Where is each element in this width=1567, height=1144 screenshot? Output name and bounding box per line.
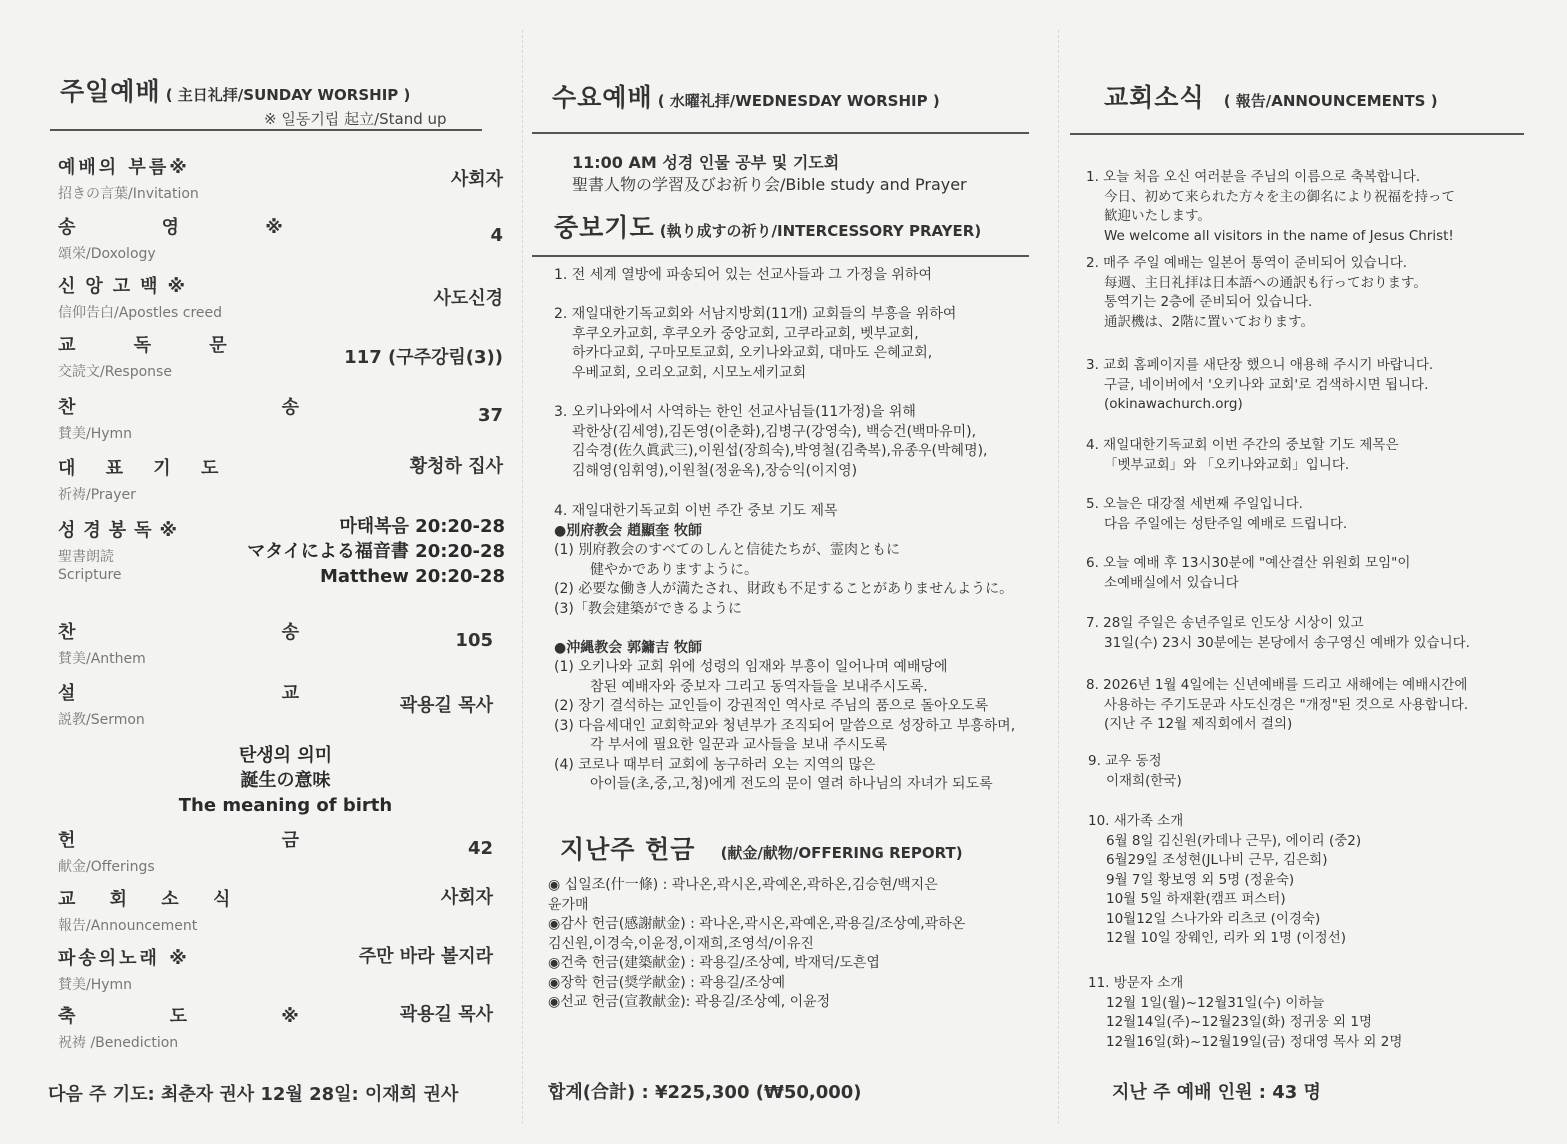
- item-sublabel: 報告/Announcement: [58, 918, 198, 934]
- section-title: 주일예배: [60, 77, 161, 106]
- announcement-line: 今日、初めて来られた方々を主の御名により祝福を持って: [1104, 188, 1455, 205]
- offering-line: ◉건축 헌금(建築献金) : 곽용길/조상예, 박재덕/도흔엽: [548, 955, 880, 971]
- announcement-line: 3. 교회 홈페이지를 새단장 했으니 애용해 주시기 바랍니다.: [1086, 357, 1434, 373]
- item-value: 117 (구주강림(3)): [344, 347, 503, 368]
- item-value: 황청하 집사: [409, 456, 503, 477]
- header-rule: [532, 132, 1029, 134]
- scripture-en: Matthew 20:20-28: [319, 566, 505, 587]
- item-label: 헌 금: [58, 830, 400, 851]
- wednesday-header: [552, 78, 940, 114]
- item-value: 105: [455, 630, 493, 651]
- item-sublabel: 招きの言葉/Invitation: [58, 186, 199, 202]
- sunday-worship-column: [48, 0, 513, 1144]
- item-sublabel: 賛美/Hymn: [58, 977, 133, 993]
- announcement-line: 이재희(한국): [1106, 772, 1182, 789]
- offering-line: ◉선교 헌금(宣教献金): 곽용길/조상예, 이윤정: [548, 994, 831, 1010]
- announcement-line: (지난 주 12월 제직회에서 결의): [1104, 716, 1293, 732]
- sunday-worship-header: [60, 72, 410, 108]
- prayer-item: [554, 502, 1015, 795]
- item-label: 성경봉독※: [58, 520, 186, 541]
- prayer-line: 우베교회, 오리오교회, 시모노세키교회: [572, 364, 807, 381]
- order-item-creed: [58, 272, 513, 330]
- wednesday-schedule: [572, 152, 967, 196]
- prayer-line: (1) 오키나와 교회 위에 성령의 임재와 부흥이 일어나며 예배당에: [554, 659, 948, 675]
- announcement-item: [1086, 254, 1427, 332]
- offering-header: [560, 830, 963, 866]
- item-value: 곽용길 목사: [399, 695, 493, 716]
- prayer-line: 4. 재일대한기독교회 이번 주간 중보 기도 제목: [554, 503, 838, 519]
- item-label: 신앙고백※: [58, 276, 196, 297]
- item-value: 주만 바라 볼지라: [358, 946, 493, 967]
- announcement-line: 소예배실에서 있습니다: [1104, 574, 1239, 591]
- prayer-line: (4) 코로나 때부터 교회에 농구하러 오는 지역의 많은: [554, 756, 876, 773]
- announcement-line: (okinawachurch.org): [1104, 396, 1243, 412]
- item-label: 교 독 문: [58, 335, 253, 356]
- prayer-line: 김숙경(佐久眞武三),이원섭(장희숙),박영철(김축복),유종우(박혜명),: [572, 443, 988, 459]
- wednesday-desc: 聖書人物の学習及びお祈り会/Bible study and Prayer: [572, 175, 967, 194]
- announcement-line: 6월 8일 김신원(카데나 근무), 에이리 (중2): [1106, 832, 1362, 849]
- announcement-line: 다음 주일에는 성탄주일 예배로 드립니다.: [1104, 515, 1348, 532]
- item-sublabel: 賛美/Anthem: [58, 651, 146, 667]
- next-week-prayer: 다음 주 기도: 최춘자 권사 12월 28일: 이재희 권사: [48, 1084, 459, 1105]
- order-item-invitation: [58, 153, 513, 211]
- announcement-item: [1086, 554, 1410, 593]
- item-sublabel: 信仰告白/Apostles creed: [58, 305, 223, 321]
- announcement-line: 12월14일(주)~12월23일(화) 정귀웅 외 1명: [1106, 1014, 1373, 1030]
- announcement-line: 4. 재일대한기독교회 이번 주간의 중보할 기도 제목은: [1086, 437, 1399, 453]
- item-sublabel: 賛美/Hymn: [58, 426, 133, 442]
- announcement-item: [1088, 812, 1361, 949]
- prayer-line: 참된 예배자와 중보자 그리고 동역자들을 보내주시도록.: [590, 678, 928, 695]
- item-label: 찬 송: [58, 622, 400, 643]
- announcement-item: [1086, 436, 1399, 475]
- item-sublabel: 説教/Sermon: [58, 712, 145, 728]
- sermon-title-ja: 誕生の意味: [240, 770, 331, 791]
- prayer-line: (1) 別府教会のすべてのしんと信徒たちが、霊肉ともに: [554, 542, 900, 558]
- order-item-doxology: [58, 213, 513, 271]
- column-divider: [522, 30, 523, 1124]
- announcement-line: 31일(수) 23시 30분에는 본당에서 송구영신 예배가 있습니다.: [1104, 634, 1470, 651]
- prayer-line: (2) 장기 결석하는 교인들이 강권적인 역사로 주님의 품으로 돌아오도록: [554, 698, 989, 714]
- section-title: 수요예배: [552, 83, 653, 112]
- section-subtitle: (執り成すの祈り/INTERCESSORY PRAYER): [659, 222, 982, 240]
- prayer-item: [554, 305, 956, 383]
- announcement-line: 통역기는 2층에 준비되어 있습니다.: [1104, 294, 1313, 310]
- announcement-item: [1088, 974, 1402, 1052]
- item-label: 축 도 ※: [58, 1006, 343, 1027]
- announcement-line: 10. 새가족 소개: [1088, 813, 1184, 829]
- item-sublabel: 頌栄/Doxology: [58, 246, 156, 262]
- item-sublabel: 祝祷 /Benediction: [58, 1035, 179, 1051]
- prayer-line: 김해영(임휘영),이원철(정윤옥),장승익(이지영): [572, 462, 858, 479]
- offering-line: ◉ 십일조(什一條) : 곽나온,곽시온,곽예온,곽하온,김승현/백지은: [548, 877, 938, 893]
- item-sublabel: 献金/Offerings: [58, 859, 155, 875]
- announcement-line: 通訳機は、2階に置いております。: [1104, 313, 1315, 330]
- announcement-line: We welcome all visitors in the name of Jesus Christ!: [1104, 227, 1454, 244]
- item-label: 파송의노래 ※: [58, 948, 190, 969]
- wednesday-column: [532, 0, 1032, 1144]
- announcement-item: [1086, 614, 1470, 653]
- section-subtitle: ( 主日礼拝/SUNDAY WORSHIP ): [165, 86, 411, 104]
- item-sublabel: 祈祷/Prayer: [58, 487, 136, 503]
- offering-line: ◉감사 헌금(感謝献金) : 곽나온,곽시온,곽예온,곽용길/조상예,곽하온: [548, 916, 966, 932]
- offering-line: ◉장학 헌금(奨学献金) : 곽용길/조상예: [548, 974, 786, 991]
- item-sublabel-en: Scripture: [58, 567, 122, 583]
- item-value: 37: [477, 405, 503, 426]
- prayer-line: 3. 오키나와에서 사역하는 한인 선교사님들(11가정)을 위해: [554, 404, 916, 420]
- item-label: 찬 송: [58, 397, 400, 418]
- section-subtitle: ( 報告/ANNOUNCEMENTS ): [1223, 92, 1438, 110]
- announcement-line: 12월16일(화)~12월19일(금) 정대영 목사 외 2명: [1106, 1033, 1403, 1050]
- announcement-line: 12월 10일 장웨인, 리카 외 1명 (이정선): [1106, 930, 1347, 946]
- announcement-line: 구글, 네이버에서 '오키나와 교회'로 검색하시면 됩니다.: [1104, 376, 1429, 393]
- church-name: ●別府教会 趙顯奎 牧師: [554, 522, 702, 539]
- announcement-line: 8. 2026년 1월 4일에는 신년예배를 드리고 새해에는 예배시간에: [1086, 677, 1468, 693]
- prayer-line: 하카다교회, 구마모토교회, 오키나와교회, 대마도 은혜교회,: [572, 345, 933, 361]
- scripture-ja: マタイによる福音書 20:20-28: [247, 541, 505, 562]
- item-sublabel: 交読文/Response: [58, 364, 172, 380]
- announcements-header: [1104, 78, 1438, 114]
- section-title: 교회소식: [1104, 83, 1205, 112]
- item-label: 설 교: [58, 683, 400, 704]
- prayer-line: 健やかでありますように。: [590, 561, 758, 578]
- item-sublabel: 聖書朗読: [58, 549, 114, 565]
- announcement-line: 9. 교우 동정: [1088, 753, 1162, 769]
- section-subtitle: (献金/献物/OFFERING REPORT): [720, 844, 963, 862]
- announcement-line: 1. 오늘 처음 오신 여러분을 주님의 이름으로 축복합니다.: [1086, 169, 1421, 185]
- section-title: 지난주 헌금: [560, 835, 696, 864]
- prayer-line: (3) 다음세대인 교회학교와 청년부가 조직되어 말씀으로 성장하고 부흥하며,: [554, 717, 1016, 734]
- sermon-title-en: The meaning of birth: [178, 795, 393, 816]
- header-rule: [532, 255, 1029, 257]
- announcement-line: 歓迎いたします。: [1104, 208, 1211, 224]
- item-value: 4: [490, 225, 503, 246]
- prayer-line: 각 부서에 필요한 일꾼과 교사들을 보내 주시도록: [590, 737, 888, 753]
- announcements-column: [1070, 0, 1530, 1144]
- attendance-count: 지난 주 예배 인원 : 43 명: [1112, 1082, 1321, 1103]
- church-name: ●沖縄教会 郭鏞吉 牧師: [554, 639, 702, 656]
- announcement-line: 6월29일 조성현(JL나비 근무, 김은희): [1106, 852, 1328, 868]
- item-value: 곽용길 목사: [399, 1004, 493, 1025]
- prayer-line: (3)「教会建築ができるように: [554, 600, 742, 617]
- prayer-line: (2) 必要な働き人が満たされ、財政も不足することがありませんように。: [554, 581, 1014, 597]
- sermon-title-ko: 탄생의 의미: [238, 745, 333, 766]
- header-rule: [1070, 133, 1524, 135]
- announcement-line: 9월 7일 황보영 외 5명 (정윤숙): [1106, 871, 1295, 888]
- wednesday-time: 11:00 AM 성경 인물 공부 및 기도회: [572, 153, 840, 172]
- column-divider: [1058, 30, 1059, 1124]
- prayer-line: 2. 재일대한기독교회와 서남지방회(11개) 교회들의 부흥을 위하여: [554, 306, 957, 322]
- announcement-line: 10월 5일 하재환(캠프 퍼스터): [1106, 891, 1286, 907]
- announcement-line: 10월12일 스나가와 리츠코 (이경숙): [1106, 910, 1321, 927]
- order-item-scripture: [58, 516, 513, 606]
- order-item-offerings: [58, 826, 513, 884]
- announcement-item: [1086, 168, 1455, 246]
- item-value: 사도신경: [433, 288, 503, 309]
- offering-list: [548, 876, 965, 1013]
- order-item-announcement: [58, 885, 513, 943]
- announcement-line: 11. 방문자 소개: [1088, 975, 1184, 991]
- order-item-sermon: [58, 679, 513, 737]
- item-value: 사회자: [440, 887, 493, 908]
- announcement-line: 「벳부교회」와 「오키나와교회」입니다.: [1104, 456, 1350, 473]
- order-item-benediction: [58, 1002, 513, 1060]
- announcement-item: [1086, 495, 1347, 534]
- item-value: 사회자: [450, 169, 503, 190]
- standup-note: ※ 일동기립 起立/Stand up: [264, 110, 447, 128]
- sermon-title: [168, 743, 403, 818]
- prayer-line: 아이들(초,중,고,청)에게 전도의 문이 열려 하나님의 자녀가 되도록: [590, 776, 993, 792]
- order-item-prayer: [58, 454, 513, 512]
- header-rule: [50, 129, 482, 131]
- item-label: 대 표 기 도: [58, 458, 231, 479]
- intercessory-header: [554, 208, 981, 244]
- announcement-item: [1088, 752, 1182, 791]
- prayer-line: 1. 전 세계 열방에 파송되어 있는 선교사들과 그 가정을 위하여: [554, 267, 932, 283]
- order-item-sending-hymn: [58, 944, 513, 1002]
- order-item-hymn: [58, 393, 513, 451]
- announcement-line: 5. 오늘은 대강절 세번째 주일입니다.: [1086, 496, 1303, 512]
- scripture-ko: 마태복음 20:20-28: [339, 516, 505, 537]
- announcement-line: 사용하는 주기도문과 사도신경은 "개정"된 것으로 사용합니다.: [1104, 696, 1469, 713]
- offering-total: 합계(合計) : ¥225,300 (₩50,000): [548, 1082, 862, 1103]
- announcement-line: 6. 오늘 예배 후 13시30분에 "예산결산 위원회 모임"이: [1086, 555, 1411, 571]
- order-item-anthem: [58, 618, 513, 676]
- announcement-line: 2. 매주 주일 예배는 일본어 통역이 준비되어 있습니다.: [1086, 255, 1408, 271]
- announcement-item: [1086, 356, 1433, 415]
- section-title: 중보기도: [554, 213, 655, 242]
- offering-line: 김신원,이경숙,이윤정,이재희,조영석/이유진: [548, 935, 814, 952]
- announcement-line: 12월 1일(월)~12월31일(수) 이하늘: [1106, 994, 1325, 1011]
- section-subtitle: ( 水曜礼拝/WEDNESDAY WORSHIP ): [657, 92, 940, 110]
- offering-line: 윤가매: [548, 896, 589, 913]
- announcement-item: [1086, 676, 1468, 735]
- scripture-reference: [247, 514, 505, 589]
- prayer-line: 후쿠오카교회, 후쿠오카 중앙교회, 고쿠라교회, 벳부교회,: [572, 325, 919, 342]
- prayer-item: [554, 403, 988, 481]
- prayer-item: [554, 266, 932, 286]
- item-label: 예배의 부름※: [58, 157, 190, 178]
- prayer-line: 곽한상(김세영),김돈영(이춘화),김병구(강영숙), 백승건(백마유미),: [572, 423, 977, 440]
- item-label: 교 회 소 식: [58, 889, 245, 910]
- item-value: 42: [467, 838, 493, 859]
- announcement-line: 7. 28일 주일은 송년주일로 인도상 시상이 있고: [1086, 615, 1364, 631]
- item-label: 송 영 ※: [58, 217, 323, 238]
- announcement-line: 每週、主日礼拝は日本語への通訳も行っております。: [1104, 274, 1427, 291]
- order-item-response: [58, 331, 513, 389]
